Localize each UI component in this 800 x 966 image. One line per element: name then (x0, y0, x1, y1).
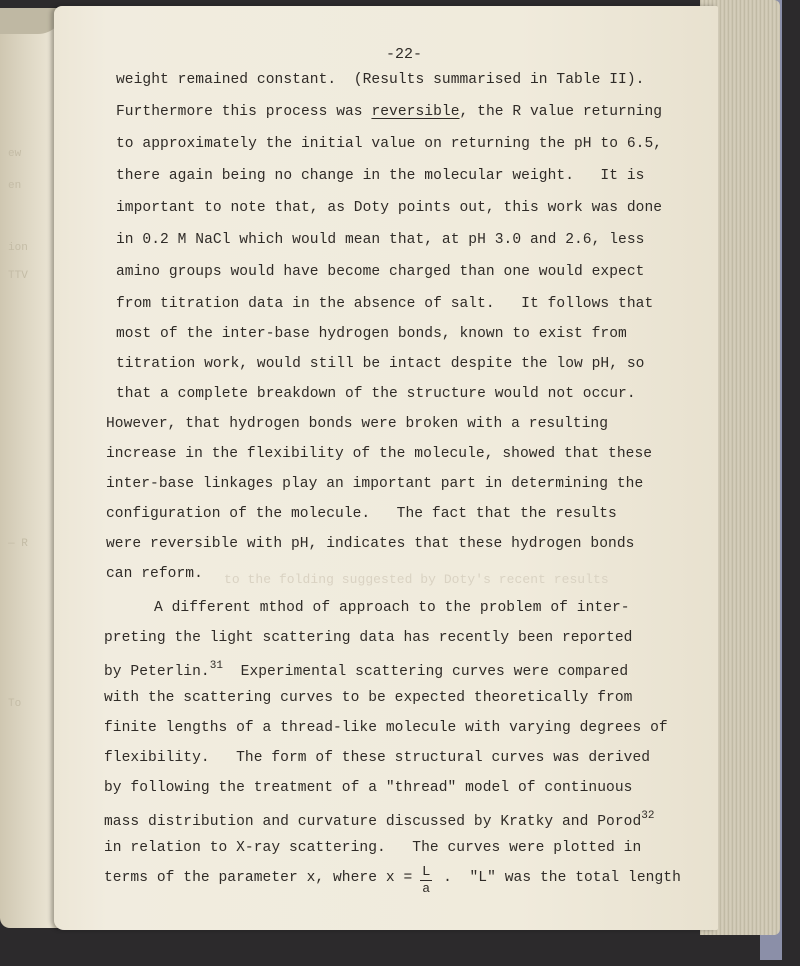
text-line: that a complete breakdown of the structure would not occur. (116, 386, 636, 402)
text-line: were reversible with pH, indicates that these hydrogen bonds (106, 536, 635, 552)
document-page (54, 6, 718, 930)
text-segment: mass distribution and curvature discussed by Kratky and Porod (104, 814, 642, 830)
text-segment: Furthermore this process was (116, 104, 372, 120)
text-line: titration work, would still be intact despite the low pH, so (116, 356, 645, 372)
text-segment: . "L" was the total length (443, 870, 681, 886)
margin-ghost-text: TTV (8, 270, 28, 282)
text-line: with the scattering curves to be expected theoretically from (104, 690, 633, 706)
text-line: by following the treatment of a "thread" model of continuous (104, 780, 633, 796)
text-segment: by Peterlin. (104, 664, 210, 680)
text-line: weight remained constant. (Results summarised in Table II). (116, 72, 645, 88)
text-line: there again being no change in the molecular weight. It is (116, 168, 645, 184)
text-line: increase in the flexibility of the molecule, showed that these (106, 446, 653, 462)
text-line: However, that hydrogen bonds were broken with a resulting (106, 416, 609, 432)
citation-superscript: 31 (209, 660, 224, 672)
text-line: to approximately the initial value on returning the pH to 6.5, (116, 136, 663, 152)
bleed-through-text: to the folding suggested by Doty's recent results (224, 572, 609, 587)
text-line: can reform. (106, 566, 203, 582)
underlined-word: reversible (371, 104, 460, 120)
left-facing-page (0, 8, 62, 928)
text-line: configuration of the molecule. The fact that the results (106, 506, 617, 522)
citation-superscript: 32 (641, 810, 655, 822)
text-line (104, 870, 681, 886)
margin-ghost-text: ion (8, 242, 28, 254)
margin-ghost-text: en (8, 180, 22, 192)
text-line (116, 104, 662, 120)
text-line: preting the light scattering data has recently been reported (104, 630, 633, 646)
fraction-denominator: a (422, 881, 431, 896)
margin-ghost-text: To (8, 698, 22, 710)
text-line: most of the inter-base hydrogen bonds, known to exist from (116, 326, 627, 342)
text-line: important to note that, as Doty points out, this work was done (116, 200, 663, 216)
text-line: in relation to X-ray scattering. The curves were plotted in (104, 840, 642, 856)
text-line: inter-base linkages play an important part in determining the (106, 476, 644, 492)
margin-ghost-text: — R (8, 538, 28, 550)
text-line: from titration data in the absence of salt. It follows that (116, 296, 654, 312)
text-line: flexibility. The form of these structural curves was derived (104, 750, 651, 766)
text-line: finite lengths of a thread-like molecule with varying degrees of (104, 720, 668, 736)
text-segment: , the R value returning (459, 104, 663, 120)
text-line (104, 660, 628, 680)
margin-ghost-text: ew (8, 148, 22, 160)
text-line: A different mthod of approach to the problem of inter- (154, 600, 630, 616)
text-segment: Experimental scattering curves were compared (223, 664, 629, 680)
fraction-formula (420, 864, 432, 897)
fraction-numerator: L (422, 864, 431, 880)
text-segment: terms of the parameter x, where x = (104, 870, 422, 886)
text-line: in 0.2 M NaCl which would mean that, at pH 3.0 and 2.6, less (116, 232, 645, 248)
text-line: amino groups would have become charged than one would expect (116, 264, 645, 280)
page-number: -22- (386, 46, 423, 63)
text-line (104, 810, 655, 830)
